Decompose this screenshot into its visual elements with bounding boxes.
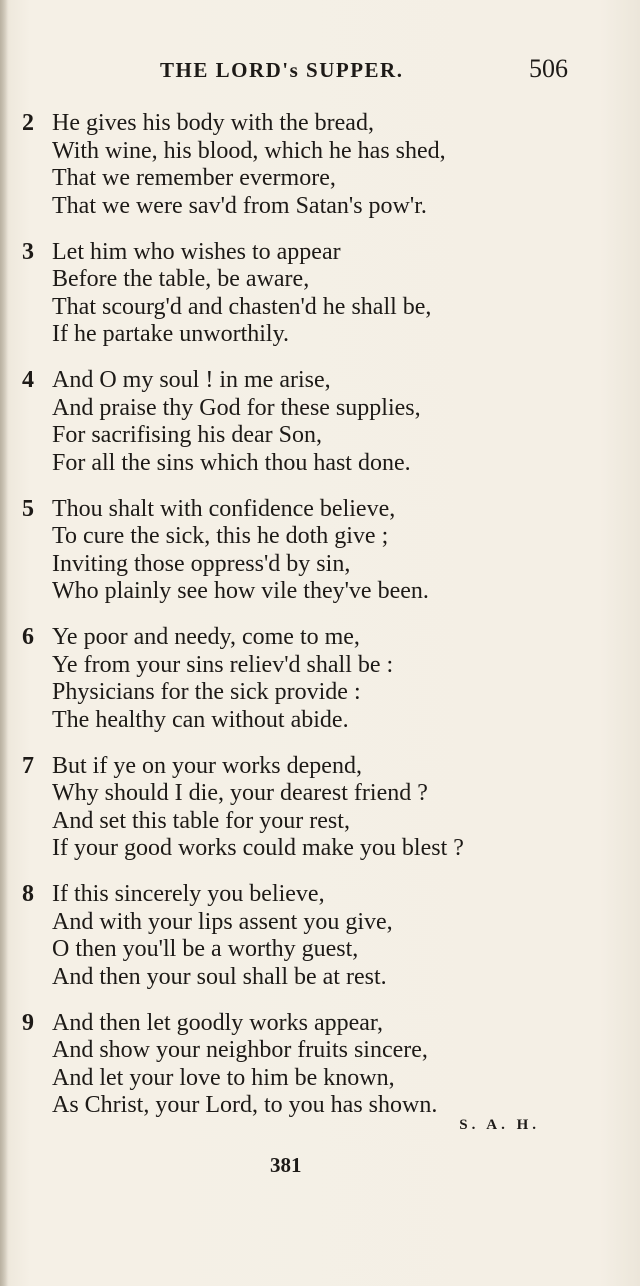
verse-line: The healthy can without abide. xyxy=(52,706,349,733)
running-title: THE LORD's SUPPER. xyxy=(160,58,404,82)
stanza-number: 2 xyxy=(22,110,34,136)
verse-line: That we remember evermore, xyxy=(52,165,336,191)
stanza-2 xyxy=(22,110,622,220)
verse-line: For sacrifising his dear Son, xyxy=(52,422,322,448)
verse-line: Physicians for the sick provide : xyxy=(52,679,361,705)
stanza-number: 7 xyxy=(22,752,34,779)
verse-line: And set this table for your rest, xyxy=(52,807,350,834)
verse-line: That scourg'd and chasten'd he shall be, xyxy=(52,293,432,320)
verse-line: Thou shalt with confidence believe, xyxy=(52,495,396,522)
verse-line: And then let goodly works appear, xyxy=(52,1009,383,1036)
verse-line: For all the sins which thou hast done. xyxy=(52,449,411,476)
verse-line: As Christ, your Lord, to you has shown. xyxy=(52,1092,438,1118)
verse-line: Why should I die, your dearest friend ? xyxy=(52,780,428,806)
signature-mark: 381 xyxy=(270,1153,302,1177)
hymn-stanzas xyxy=(22,110,622,1138)
spine-shadow xyxy=(0,0,8,1286)
verse-line: If this sincerely you believe, xyxy=(52,881,325,907)
stanza-number: 5 xyxy=(22,495,34,522)
verse-line: With wine, his blood, which he has shed, xyxy=(52,137,446,164)
stanza-number: 6 xyxy=(22,624,34,650)
verse-line: That we were sav'd from Satan's pow'r. xyxy=(52,192,427,219)
verse-line: And praise thy God for these supplies, xyxy=(52,394,421,421)
stanza-6 xyxy=(22,624,622,734)
verse-line: And then your soul shall be at rest. xyxy=(52,963,387,990)
verse-line: Before the table, be aware, xyxy=(52,266,310,292)
author-initials: S. A. H. xyxy=(459,1117,540,1133)
verse-line: Inviting those oppress'd by sin, xyxy=(52,550,351,577)
verse-line: And show your neighbor fruits sincere, xyxy=(52,1037,428,1063)
verse-line: Who plainly see how vile they've been. xyxy=(52,578,429,604)
stanza-8 xyxy=(22,881,622,991)
verse-line: Ye poor and needy, come to me, xyxy=(52,624,360,650)
verse-line: And with your lips assent you give, xyxy=(52,908,393,935)
stanza-number: 4 xyxy=(22,367,34,393)
verse-line: And let your love to him be known, xyxy=(52,1064,395,1091)
stanza-9 xyxy=(22,1010,622,1120)
verse-line: Let him who wishes to appear xyxy=(52,238,341,265)
page-header xyxy=(0,54,640,84)
verse-line: Ye from your sins reliev'd shall be : xyxy=(52,651,394,678)
verse-line: O then you'll be a worthy guest, xyxy=(52,936,359,962)
verse-line: He gives his body with the bread, xyxy=(52,110,374,136)
verse-line: If your good works could make you blest ? xyxy=(52,835,464,861)
stanza-4 xyxy=(22,367,622,477)
page-number: 506 xyxy=(529,54,568,83)
stanza-number: 3 xyxy=(22,238,34,265)
stanza-7 xyxy=(22,753,622,863)
stanza-number: 9 xyxy=(22,1009,34,1036)
verse-line: To cure the sick, this he doth give ; xyxy=(52,523,389,549)
verse-line: But if ye on your works depend, xyxy=(52,752,362,779)
stanza-number: 8 xyxy=(22,881,34,907)
stanza-5 xyxy=(22,496,622,606)
verse-line: And O my soul ! in me arise, xyxy=(52,367,331,393)
verse-line: If he partake unworthily. xyxy=(52,321,290,347)
stanza-3 xyxy=(22,239,622,349)
